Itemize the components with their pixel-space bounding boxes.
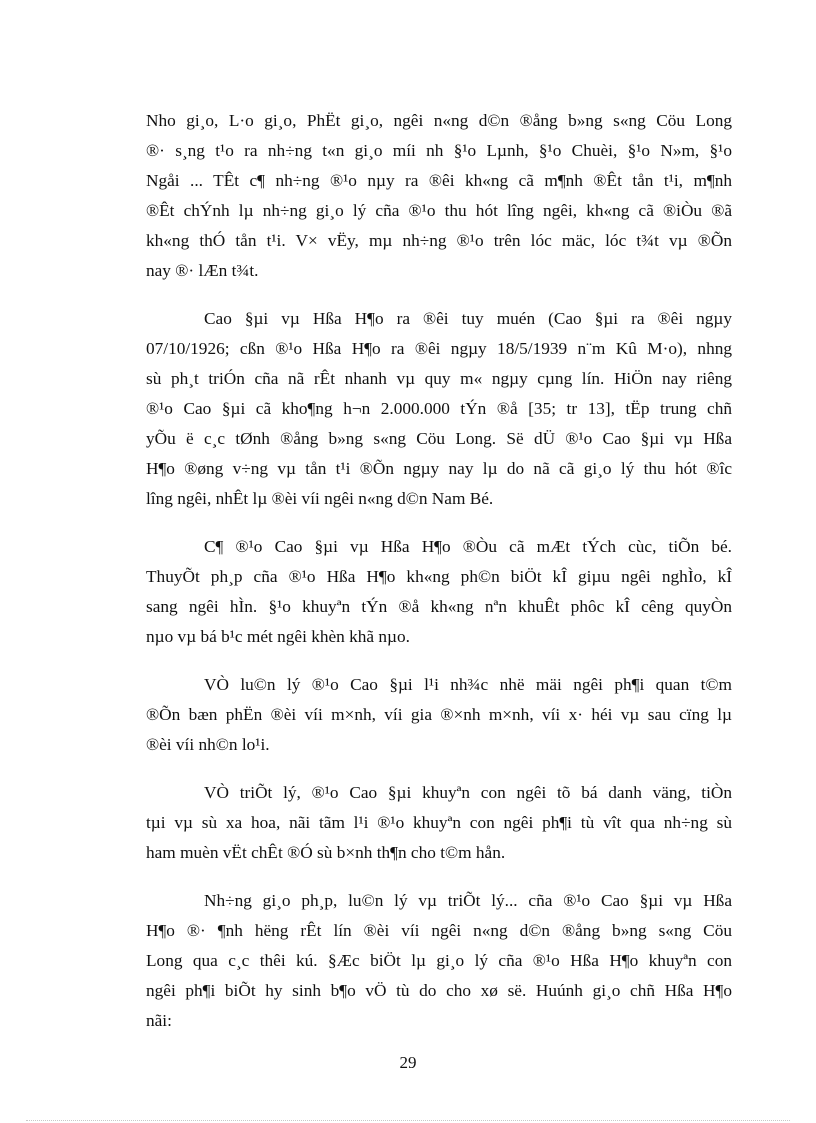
text-line: ®Êt chÝnh lµ nh÷ng gi¸o lý cña ®¹o thu hót lîng ngêi, kh«ng cã ®iÒu ®ã	[146, 201, 732, 220]
text-line: sang ngêi hÌn. §¹o khuyªn tÝn ®å kh«ng nªn khuÊt phôc kÎ cêng quyÒn	[146, 597, 732, 616]
page-number: 29	[399, 1053, 417, 1072]
text-line: nay ®· lÆn t¾t.	[146, 261, 259, 280]
text-line: ®· s¸ng t¹o ra nh÷ng t«n gi¸o míi nh §¹o Lµnh, §¹o Chuèi, §¹o N»m, §¹o	[146, 141, 732, 160]
text-line: H¶o ®øng v÷ng vµ tån t¹i ®Õn ngµy nay lµ do nã cã gi¸o lý thu hót ®îc	[146, 459, 732, 478]
text-line: Long qua c¸c thêi kú. §Æc biÖt lµ gi¸o lý cña ®¹o Hßa H¶o khuyªn con	[146, 951, 732, 970]
text-line: kh«ng thÓ tån t¹i. V× vËy, mµ nh÷ng ®¹o trên lóc mäc, lóc t¾t vµ ®Õn	[146, 231, 732, 250]
text-line: yÕu ë c¸c tØnh ®ång b»ng s«ng Cöu Long. Së dÜ ®¹o Cao §µi vµ Hßa	[146, 429, 732, 448]
text-line: Nh÷ng gi¸o ph¸p, lu©n lý vµ triÕt lý... cña ®¹o Cao §µi vµ Hßa	[204, 891, 732, 910]
text-line: VÒ triÕt lý, ®¹o Cao §µi khuyªn con ngêi tõ bá danh väng, tiÒn	[204, 783, 732, 802]
text-line: nãi:	[146, 1011, 172, 1030]
body-text	[146, 106, 732, 1054]
text-line: ThuyÕt ph¸p cña ®¹o Hßa H¶o kh«ng ph©n biÖt kÎ giµu ngêi nghÌo, kÎ	[146, 567, 732, 586]
paragraph-6	[146, 886, 732, 1036]
paragraph-5	[146, 778, 732, 868]
text-line: H¶o ®· ¶nh hëng rÊt lín ®èi víi ngêi n«ng d©n ®ång b»ng s«ng Cöu	[146, 921, 732, 940]
text-line: Cao §µi vµ Hßa H¶o ra ®êi tuy muén (Cao §µi ra ®êi ngµy	[204, 309, 732, 328]
text-line: ®èi víi nh©n lo¹i.	[146, 735, 270, 754]
text-line: VÒ lu©n lý ®¹o Cao §µi l¹i nh¾c nhë mäi ngêi ph¶i quan t©m	[204, 675, 732, 694]
text-line: ®¹o Cao §µi cã kho¶ng h¬n 2.000.000 tÝn ®å [35; tr 13], tËp trung chñ	[146, 399, 732, 418]
paragraph-4	[146, 670, 732, 760]
text-line: sù ph¸t triÓn cña nã rÊt nhanh vµ quy m« ngµy cµng lín. HiÖn nay riêng	[146, 369, 732, 388]
text-line: C¶ ®¹o Cao §µi vµ Hßa H¶o ®Òu cã mÆt tÝch cùc, tiÕn bé.	[204, 537, 732, 556]
paragraph-3	[146, 532, 732, 652]
paragraph-2	[146, 304, 732, 514]
text-line: Ngåi ... TÊt c¶ nh÷ng ®¹o nµy ra ®êi kh«ng cã m¶nh ®Êt tån t¹i, m¶nh	[146, 171, 732, 190]
text-line: tµi vµ sù xa hoa, nãi tãm l¹i ®¹o khuyªn con ngêi ph¶i tù vît qua nh÷ng sù	[146, 813, 732, 832]
page-bottom-divider	[26, 1120, 790, 1121]
text-line: 07/10/1926; cßn ®¹o Hßa H¶o ra ®êi ngµy 18/5/1939 n¨m Kû M·o), nhng	[146, 339, 732, 358]
text-line: ngêi ph¶i biÕt hy sinh b¶o vÖ tù do cho xø së. Huúnh gi¸o chñ Hßa H¶o	[146, 981, 732, 1000]
text-line: Nho gi¸o, L·o gi¸o, PhËt gi¸o, ngêi n«ng d©n ®ång b»ng s«ng Cöu Long	[146, 111, 732, 130]
text-line: ®Õn bæn phËn ®èi víi m×nh, víi gia ®×nh m×nh, víi x· héi vµ sau cïng lµ	[146, 705, 732, 724]
text-line: ham muèn vËt chÊt ®Ó sù b×nh th¶n cho t©m hån.	[146, 843, 506, 862]
paragraph-1	[146, 106, 732, 286]
text-line: lîng ngêi, nhÊt lµ ®èi víi ngêi n«ng d©n Nam Bé.	[146, 489, 494, 508]
text-line: nµo vµ bá b¹c mét ngêi khèn khã nµo.	[146, 627, 410, 646]
